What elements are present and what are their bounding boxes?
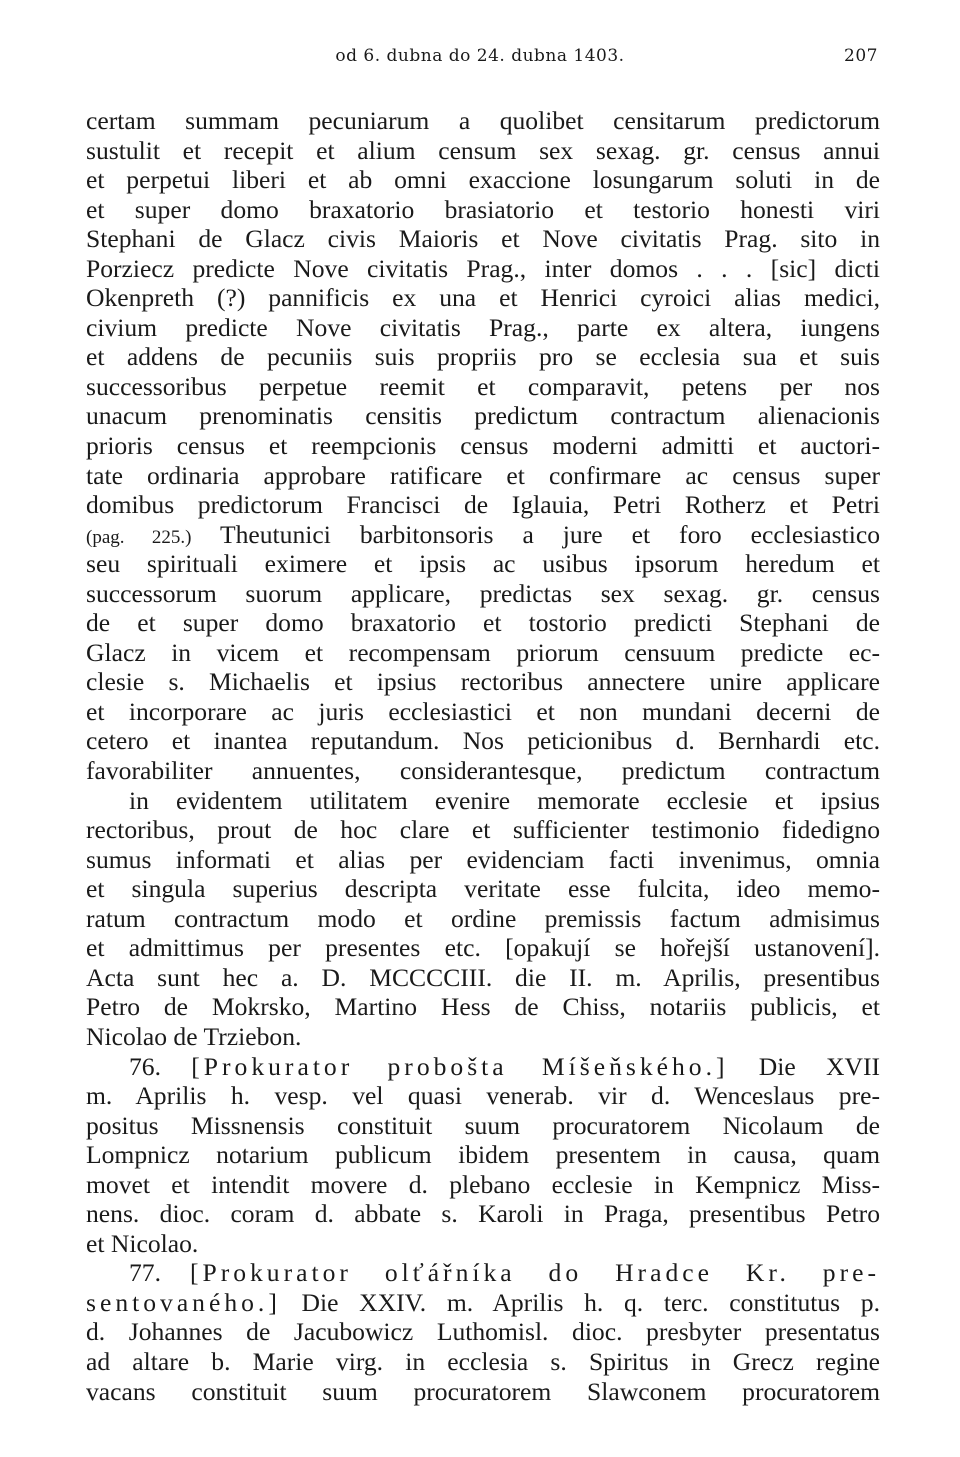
text-segment: Die XVII [758, 1051, 880, 1081]
text-line: seu spirituali eximere et ipsis ac usibus ipsorum heredum et [86, 549, 880, 579]
text-line: successoribus perpetue reemit et comparavit, petens per nos [86, 371, 880, 401]
text-line: Okenpreth (?) pannificis ex una et Henrici cyroici alias medici, [86, 283, 880, 313]
text-line: et singula superius descripta veritate esse fulcita, ideo memo- [86, 874, 880, 904]
page-reference: (pag. 225.) [86, 526, 192, 548]
text-line: Acta sunt hec a. D. MCCCCIII. die II. m. Aprilis, presentibus [86, 962, 880, 992]
text-line: d. Johannes de Jacubowicz Luthomisl. dioc. presbyter presentatus [86, 1317, 880, 1347]
text-line: civium predicte Nove civitatis Prag., parte ex altera, iungens [86, 312, 880, 342]
text-line: rectoribus, prout de hoc clare et sufficienter testimonio fidedigno [86, 815, 880, 845]
text-segment: Die XXIV. m. Aprilis h. q. terc. constitutus p. [301, 1287, 880, 1317]
entry-77-heading [86, 1258, 880, 1288]
text-line: Nicolao de Trziebon. [86, 1021, 302, 1051]
text-line: sustulit et recepit et alium censum sex sexag. gr. census annui [86, 135, 880, 165]
entry-number: 76. [129, 1051, 161, 1081]
page-number: 207 [844, 46, 878, 66]
entry-title: [Prokurator olťářníka do Hradce Kr. pre- [189, 1258, 881, 1288]
text-line: favorabiliter annuentes, considerantesque, predictum contractum [86, 756, 880, 786]
text-line: in evidentem utilitatem evenire memorate ecclesie et ipsius [129, 785, 880, 815]
text-line: et super domo braxatorio brasiatorio et testorio honesti viri [86, 194, 880, 224]
text-line: tate ordinaria approbare ratificare et confirmare ac census super [86, 460, 880, 490]
text-line: ad altare b. Marie virg. in ecclesia s. Spiritus in Grecz regine [86, 1346, 880, 1376]
text-line: cetero et inantea reputandum. Nos peticionibus d. Bernhardi etc. [86, 726, 880, 756]
text-line: Lompnicz notarium publicum ibidem presentem in causa, quam [86, 1140, 880, 1170]
text-line: unacum prenominatis censitis predictum contractum alienacionis [86, 401, 880, 431]
text-line: et addens de pecuniis suis propriis pro se ecclesia sua et suis [86, 342, 880, 372]
text-line: Petro de Mokrsko, Martino Hess de Chiss, notariis publicis, et [86, 992, 880, 1022]
text-segment: Theutunici barbitonsoris a jure et foro ecclesiastico [219, 519, 880, 549]
text-line: positus Missnensis constituit suum procuratorem Nicolaum de [86, 1110, 880, 1140]
body-text [86, 106, 880, 1406]
entry-title-continued: sentovaného.] [86, 1287, 281, 1317]
text-line: et admittimus per presentes etc. [opakují se hořejší ustanovení]. [86, 933, 880, 963]
entry-number: 77. [129, 1258, 161, 1288]
entry-76-heading [86, 1052, 880, 1082]
text-line: de et super domo braxatorio et tostorio predicti Stephani de [86, 608, 880, 638]
text-line: vacans constituit suum procuratorem Slawconem procuratorem [86, 1376, 880, 1406]
text-line: movet et intendit movere d. plebano ecclesie in Kempnicz Miss- [86, 1169, 880, 1199]
text-line-pagination [86, 520, 880, 550]
entry-77-line [86, 1288, 880, 1318]
text-line: certam summam pecuniarum a quolibet censitarum predictorum [86, 106, 880, 135]
entry-title: [Prokurator probošta Míšeňského.] [191, 1051, 729, 1081]
running-title: od 6. dubna do 24. dubna 1403. [335, 46, 625, 66]
text-line: nens. dioc. coram d. abbate s. Karoli in Praga, presentibus Petro [86, 1199, 880, 1229]
text-line: et perpetui liberi et ab omni exaccione losungarum soluti in de [86, 165, 880, 195]
text-line: clesie s. Michaelis et ipsius rectoribus annectere unire applicare [86, 667, 880, 697]
text-line: successorum suorum applicare, predictas sex sexag. gr. census [86, 578, 880, 608]
text-line: m. Aprilis h. vesp. vel quasi venerab. vir d. Wenceslaus pre- [86, 1081, 880, 1111]
text-line: sumus informati et alias per evidenciam facti invenimus, omnia [86, 844, 880, 874]
text-line: et incorporare ac juris ecclesiastici et non mundani decerni de [86, 696, 880, 726]
text-line: domibus predictorum Francisci de Iglauia, Petri Rotherz et Petri [86, 490, 880, 520]
text-line: Glacz in vicem et recompensam priorum censuum predicte ec- [86, 637, 880, 667]
text-line: Porziecz predicte Nove civitatis Prag., inter domos . . . [sic] dicti [86, 253, 880, 283]
text-line: ratum contractum modo et ordine premissis factum admisimus [86, 903, 880, 933]
text-line: et Nicolao. [86, 1228, 199, 1258]
text-line: prioris census et reempcionis census moderni admitti et auctori- [86, 431, 880, 461]
text-line: Stephani de Glacz civis Maioris et Nove civitatis Prag. sito in [86, 224, 880, 254]
running-head [0, 46, 960, 76]
